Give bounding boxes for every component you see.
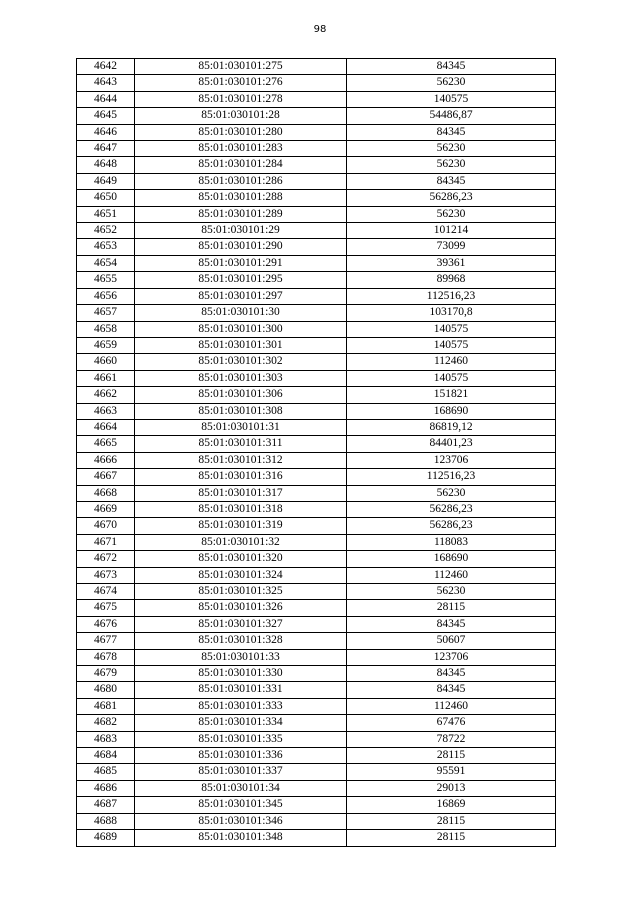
value-cell: 56230 xyxy=(347,485,556,501)
value-cell: 28115 xyxy=(347,813,556,829)
row-number-cell: 4649 xyxy=(77,173,135,189)
table-row xyxy=(77,403,556,419)
cadastral-number-cell: 85:01:030101:32 xyxy=(135,534,347,550)
value-cell: 84345 xyxy=(347,124,556,140)
value-cell: 112516,23 xyxy=(347,288,556,304)
cadastral-number-cell: 85:01:030101:30 xyxy=(135,305,347,321)
value-cell: 39361 xyxy=(347,255,556,271)
value-cell: 56286,23 xyxy=(347,190,556,206)
table-row xyxy=(77,731,556,747)
value-cell: 84345 xyxy=(347,59,556,75)
table-row xyxy=(77,649,556,665)
value-cell: 140575 xyxy=(347,321,556,337)
value-cell: 86819,12 xyxy=(347,419,556,435)
value-cell: 112516,23 xyxy=(347,469,556,485)
table-row xyxy=(77,173,556,189)
row-number-cell: 4674 xyxy=(77,584,135,600)
row-number-cell: 4645 xyxy=(77,108,135,124)
table-row xyxy=(77,584,556,600)
row-number-cell: 4667 xyxy=(77,469,135,485)
cadastral-number-cell: 85:01:030101:33 xyxy=(135,649,347,665)
table-row xyxy=(77,551,556,567)
table-row xyxy=(77,337,556,353)
cadastral-number-cell: 85:01:030101:319 xyxy=(135,518,347,534)
cadastral-number-cell: 85:01:030101:346 xyxy=(135,813,347,829)
value-cell: 56230 xyxy=(347,584,556,600)
row-number-cell: 4681 xyxy=(77,698,135,714)
row-number-cell: 4672 xyxy=(77,551,135,567)
table-row xyxy=(77,419,556,435)
table-row xyxy=(77,666,556,682)
row-number-cell: 4653 xyxy=(77,239,135,255)
cadastral-number-cell: 85:01:030101:297 xyxy=(135,288,347,304)
value-cell: 168690 xyxy=(347,403,556,419)
cadastral-number-cell: 85:01:030101:331 xyxy=(135,682,347,698)
value-cell: 56286,23 xyxy=(347,501,556,517)
table-row xyxy=(77,518,556,534)
row-number-cell: 4679 xyxy=(77,666,135,682)
value-cell: 95591 xyxy=(347,764,556,780)
value-cell: 56230 xyxy=(347,157,556,173)
table-row xyxy=(77,223,556,239)
table-row xyxy=(77,141,556,157)
row-number-cell: 4680 xyxy=(77,682,135,698)
table-row xyxy=(77,600,556,616)
table-row xyxy=(77,190,556,206)
row-number-cell: 4655 xyxy=(77,272,135,288)
table-row xyxy=(77,91,556,107)
cadastral-number-cell: 85:01:030101:328 xyxy=(135,633,347,649)
value-cell: 84345 xyxy=(347,666,556,682)
table-row xyxy=(77,764,556,780)
row-number-cell: 4647 xyxy=(77,141,135,157)
table-row xyxy=(77,452,556,468)
cadastral-number-cell: 85:01:030101:28 xyxy=(135,108,347,124)
cadastral-number-cell: 85:01:030101:289 xyxy=(135,206,347,222)
row-number-cell: 4689 xyxy=(77,830,135,846)
value-cell: 123706 xyxy=(347,452,556,468)
value-cell: 140575 xyxy=(347,337,556,353)
row-number-cell: 4677 xyxy=(77,633,135,649)
value-cell: 56230 xyxy=(347,206,556,222)
value-cell: 140575 xyxy=(347,91,556,107)
value-cell: 67476 xyxy=(347,715,556,731)
cadastral-number-cell: 85:01:030101:335 xyxy=(135,731,347,747)
table-row xyxy=(77,748,556,764)
cadastral-number-cell: 85:01:030101:333 xyxy=(135,698,347,714)
value-cell: 112460 xyxy=(347,698,556,714)
table-row xyxy=(77,272,556,288)
table-row xyxy=(77,157,556,173)
value-cell: 56230 xyxy=(347,75,556,91)
cadastral-number-cell: 85:01:030101:275 xyxy=(135,59,347,75)
table-row xyxy=(77,616,556,632)
value-cell: 28115 xyxy=(347,748,556,764)
table-row xyxy=(77,59,556,75)
value-cell: 56286,23 xyxy=(347,518,556,534)
cadastral-number-cell: 85:01:030101:324 xyxy=(135,567,347,583)
table-row xyxy=(77,255,556,271)
value-cell: 101214 xyxy=(347,223,556,239)
row-number-cell: 4663 xyxy=(77,403,135,419)
value-cell: 112460 xyxy=(347,354,556,370)
cadastral-number-cell: 85:01:030101:284 xyxy=(135,157,347,173)
table-row xyxy=(77,469,556,485)
cadastral-number-cell: 85:01:030101:31 xyxy=(135,419,347,435)
table-row xyxy=(77,108,556,124)
cadastral-number-cell: 85:01:030101:306 xyxy=(135,387,347,403)
value-cell: 28115 xyxy=(347,600,556,616)
row-number-cell: 4673 xyxy=(77,567,135,583)
cadastral-number-cell: 85:01:030101:348 xyxy=(135,830,347,846)
row-number-cell: 4665 xyxy=(77,436,135,452)
row-number-cell: 4669 xyxy=(77,501,135,517)
value-cell: 78722 xyxy=(347,731,556,747)
row-number-cell: 4660 xyxy=(77,354,135,370)
row-number-cell: 4662 xyxy=(77,387,135,403)
value-cell: 140575 xyxy=(347,370,556,386)
table-row xyxy=(77,370,556,386)
value-cell: 29013 xyxy=(347,780,556,796)
page-number: 98 xyxy=(313,24,327,35)
row-number-cell: 4650 xyxy=(77,190,135,206)
cadastral-number-cell: 85:01:030101:291 xyxy=(135,255,347,271)
row-number-cell: 4668 xyxy=(77,485,135,501)
cadastral-number-cell: 85:01:030101:312 xyxy=(135,452,347,468)
table-row xyxy=(77,534,556,550)
row-number-cell: 4643 xyxy=(77,75,135,91)
value-cell: 112460 xyxy=(347,567,556,583)
row-number-cell: 4676 xyxy=(77,616,135,632)
cadastral-number-cell: 85:01:030101:330 xyxy=(135,666,347,682)
cadastral-number-cell: 85:01:030101:288 xyxy=(135,190,347,206)
value-cell: 123706 xyxy=(347,649,556,665)
row-number-cell: 4678 xyxy=(77,649,135,665)
row-number-cell: 4682 xyxy=(77,715,135,731)
cadastral-number-cell: 85:01:030101:283 xyxy=(135,141,347,157)
table-row xyxy=(77,682,556,698)
value-cell: 50607 xyxy=(347,633,556,649)
table-row xyxy=(77,354,556,370)
cadastral-number-cell: 85:01:030101:29 xyxy=(135,223,347,239)
table-row xyxy=(77,813,556,829)
table-row xyxy=(77,567,556,583)
row-number-cell: 4659 xyxy=(77,337,135,353)
cadastral-number-cell: 85:01:030101:345 xyxy=(135,797,347,813)
row-number-cell: 4671 xyxy=(77,534,135,550)
cadastral-number-cell: 85:01:030101:280 xyxy=(135,124,347,140)
row-number-cell: 4656 xyxy=(77,288,135,304)
value-cell: 84401,23 xyxy=(347,436,556,452)
cadastral-number-cell: 85:01:030101:337 xyxy=(135,764,347,780)
value-cell: 16869 xyxy=(347,797,556,813)
row-number-cell: 4687 xyxy=(77,797,135,813)
row-number-cell: 4648 xyxy=(77,157,135,173)
cadastral-number-cell: 85:01:030101:334 xyxy=(135,715,347,731)
value-cell: 54486,87 xyxy=(347,108,556,124)
table-row xyxy=(77,288,556,304)
cadastral-number-cell: 85:01:030101:290 xyxy=(135,239,347,255)
row-number-cell: 4670 xyxy=(77,518,135,534)
cadastral-number-cell: 85:01:030101:295 xyxy=(135,272,347,288)
value-cell: 84345 xyxy=(347,682,556,698)
value-cell: 118083 xyxy=(347,534,556,550)
cadastral-number-cell: 85:01:030101:317 xyxy=(135,485,347,501)
row-number-cell: 4675 xyxy=(77,600,135,616)
table-row xyxy=(77,715,556,731)
table-row xyxy=(77,124,556,140)
cadastral-number-cell: 85:01:030101:320 xyxy=(135,551,347,567)
value-cell: 56230 xyxy=(347,141,556,157)
cadastral-number-cell: 85:01:030101:276 xyxy=(135,75,347,91)
cadastral-number-cell: 85:01:030101:286 xyxy=(135,173,347,189)
table-row xyxy=(77,485,556,501)
cadastral-number-cell: 85:01:030101:308 xyxy=(135,403,347,419)
cadastral-number-cell: 85:01:030101:327 xyxy=(135,616,347,632)
table-row xyxy=(77,797,556,813)
row-number-cell: 4654 xyxy=(77,255,135,271)
row-number-cell: 4651 xyxy=(77,206,135,222)
cadastral-number-cell: 85:01:030101:326 xyxy=(135,600,347,616)
table-row xyxy=(77,321,556,337)
value-cell: 84345 xyxy=(347,616,556,632)
value-cell: 73099 xyxy=(347,239,556,255)
value-cell: 89968 xyxy=(347,272,556,288)
row-number-cell: 4658 xyxy=(77,321,135,337)
row-number-cell: 4683 xyxy=(77,731,135,747)
table-row xyxy=(77,387,556,403)
value-cell: 103170,8 xyxy=(347,305,556,321)
row-number-cell: 4686 xyxy=(77,780,135,796)
cadastral-number-cell: 85:01:030101:302 xyxy=(135,354,347,370)
table-row xyxy=(77,239,556,255)
cadastral-number-cell: 85:01:030101:311 xyxy=(135,436,347,452)
row-number-cell: 4642 xyxy=(77,59,135,75)
cadastral-number-cell: 85:01:030101:318 xyxy=(135,501,347,517)
cadastral-number-cell: 85:01:030101:301 xyxy=(135,337,347,353)
row-number-cell: 4661 xyxy=(77,370,135,386)
cadastral-number-cell: 85:01:030101:278 xyxy=(135,91,347,107)
cadastral-number-cell: 85:01:030101:300 xyxy=(135,321,347,337)
table-row xyxy=(77,633,556,649)
table-row xyxy=(77,780,556,796)
cadastral-number-cell: 85:01:030101:336 xyxy=(135,748,347,764)
row-number-cell: 4684 xyxy=(77,748,135,764)
table-row xyxy=(77,698,556,714)
cadastral-value-table xyxy=(76,58,556,847)
value-cell: 151821 xyxy=(347,387,556,403)
row-number-cell: 4688 xyxy=(77,813,135,829)
row-number-cell: 4652 xyxy=(77,223,135,239)
table-row xyxy=(77,305,556,321)
row-number-cell: 4666 xyxy=(77,452,135,468)
table-row xyxy=(77,436,556,452)
table-body xyxy=(77,59,556,847)
cadastral-number-cell: 85:01:030101:303 xyxy=(135,370,347,386)
table-row xyxy=(77,75,556,91)
value-cell: 84345 xyxy=(347,173,556,189)
row-number-cell: 4646 xyxy=(77,124,135,140)
table-row xyxy=(77,501,556,517)
table-row xyxy=(77,830,556,846)
cadastral-number-cell: 85:01:030101:316 xyxy=(135,469,347,485)
table-row xyxy=(77,206,556,222)
row-number-cell: 4685 xyxy=(77,764,135,780)
row-number-cell: 4657 xyxy=(77,305,135,321)
value-cell: 168690 xyxy=(347,551,556,567)
cadastral-number-cell: 85:01:030101:325 xyxy=(135,584,347,600)
row-number-cell: 4664 xyxy=(77,419,135,435)
value-cell: 28115 xyxy=(347,830,556,846)
cadastral-number-cell: 85:01:030101:34 xyxy=(135,780,347,796)
row-number-cell: 4644 xyxy=(77,91,135,107)
